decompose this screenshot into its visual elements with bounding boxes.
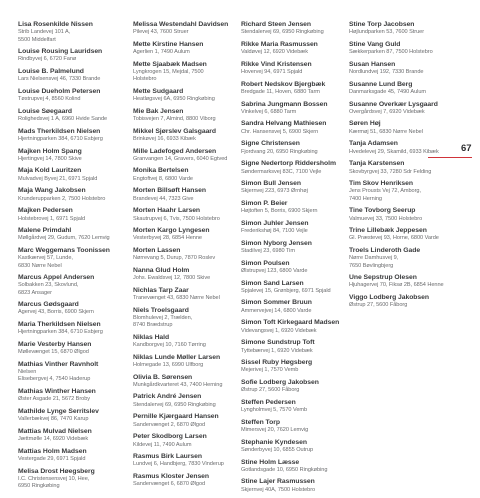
entry-name: Louise Søegaard xyxy=(18,107,73,115)
entry-name: Simon P. Beier xyxy=(241,200,288,208)
entry-name: Tanja Karstensen xyxy=(349,160,405,168)
entry-address: Rolighedsvej 1 A, 6960 Hvide Sande xyxy=(18,116,108,123)
entry-name: Robert Nedskov Bjergbæk xyxy=(241,80,326,88)
entry-address: Stendalervej 69, 6950 Ringkøbing xyxy=(133,401,216,408)
entry-address: Nørre Damhusvej 9, xyxy=(349,255,399,262)
directory-entry xyxy=(241,240,349,256)
directory-entry xyxy=(241,61,349,77)
entry-address: Stadilvej 23, 6980 Tim xyxy=(241,248,295,255)
directory-entry xyxy=(241,459,349,475)
directory-entry xyxy=(18,48,126,64)
directory-entry xyxy=(133,148,241,164)
directory-column-1 xyxy=(18,21,126,495)
entry-name: Sandra Helvang Mathiesen xyxy=(241,120,327,128)
entry-name: Niklas Hald xyxy=(133,333,170,341)
entry-address: Hjertningparken 384, 6710 Esbjerg xyxy=(18,329,103,336)
directory-entry xyxy=(241,101,349,117)
entry-name: Maria Therkildsen Nielsen xyxy=(18,321,101,329)
entry-name: Louise Rousing Lauridsen xyxy=(18,48,103,56)
directory-entry xyxy=(133,453,241,469)
directory-entry xyxy=(241,359,349,375)
entry-name: Troels Linderoth Gade xyxy=(349,247,421,254)
directory-entry xyxy=(241,41,349,57)
directory-entry xyxy=(18,388,126,404)
directory-entry xyxy=(241,21,349,37)
entry-address: Østrup 27, 5600 Fåborg xyxy=(241,387,300,394)
entry-name: Morten Kargo Lyngesen xyxy=(133,227,210,235)
directory-entry xyxy=(18,128,126,144)
entry-name: Mette Sjaabæk Madsen xyxy=(133,60,207,68)
entry-address: Hvedelevej 29, Skamild, 6933 Kibæk xyxy=(349,148,439,155)
entry-address: 6830 Nørre Nebel xyxy=(18,262,62,269)
entry-address: Ølstrupvej 123, 6800 Varde xyxy=(241,267,308,274)
entry-address: Hjuhagervej 70, Fiksø 2B, 6854 Henne xyxy=(349,282,444,289)
entry-address: Skautrupvej 6, Tvis, 7500 Holstebro xyxy=(133,215,220,222)
entry-name: Marie Vesterby Hansen xyxy=(18,340,92,348)
entry-name: Simon Poulsen xyxy=(241,259,290,267)
directory-entry xyxy=(18,468,126,491)
entry-name: Søren Høj xyxy=(349,120,381,128)
entry-name: Tanja Adamsen xyxy=(349,140,398,148)
directory-entry xyxy=(18,21,126,44)
entry-name: Une Sepstrup Olesen xyxy=(349,274,417,282)
entry-address: Tobisvejen 7, Almind, 8800 Viborg xyxy=(133,116,216,123)
directory-entry xyxy=(349,81,457,97)
directory-entry xyxy=(133,88,241,104)
entry-name: Tim Skov Henriksen xyxy=(349,180,413,188)
directory-entry xyxy=(133,227,241,243)
directory-column-4 xyxy=(349,21,457,314)
entry-address: Gl. Præstevej 93, Horne, 6800 Varde xyxy=(349,235,439,242)
entry-address: Frederikshøj 84, 7100 Vejle xyxy=(241,228,308,235)
entry-name: Maja Wang Jakobsen xyxy=(18,187,86,195)
directory-entry xyxy=(18,167,126,183)
directory-entry xyxy=(18,341,126,357)
directory-entry xyxy=(241,478,349,494)
entry-address: Holstebro xyxy=(133,76,157,83)
directory-entry xyxy=(133,247,241,263)
entry-name: Simon Nyborg Jensen xyxy=(241,239,312,247)
entry-address: Jens Prousts Vej 72, Amborg, xyxy=(349,188,421,195)
directory-entry xyxy=(18,227,126,243)
directory-entry xyxy=(349,207,457,223)
entry-address: Agerlien 1, 7490 Aulum xyxy=(133,49,190,56)
entry-address: Hjertingvej 14, 7800 Skive xyxy=(18,155,82,162)
entry-name: Mette Kirstine Hansen xyxy=(133,40,204,48)
entry-address: Østrup 27, 5600 Fåborg xyxy=(349,302,408,309)
entry-address: Tranevænget 43, 6830 Nørre Nebel xyxy=(133,295,220,302)
entry-name: Simon Toft Kirkegaard Madsen xyxy=(241,319,340,327)
directory-entry xyxy=(241,439,349,455)
directory-entry xyxy=(241,419,349,435)
directory-entry xyxy=(18,274,126,297)
entry-name: Niklas Lunde Møller Larsen xyxy=(133,353,221,361)
directory-column-3 xyxy=(241,21,349,498)
entry-name: Simon Bull Jensen xyxy=(241,180,301,188)
entry-address: Rindbyvej 6, 6720 Fanø xyxy=(18,56,77,63)
entry-name: Nanna Glud Holm xyxy=(133,266,190,274)
directory-entry xyxy=(241,120,349,136)
entry-name: Pernille Kjærgaard Hansen xyxy=(133,413,219,421)
entry-name: Mikkel Sjørslev Galsgaard xyxy=(133,127,216,135)
entry-address: I.C. Christensensvej 10, Hee, xyxy=(18,475,90,482)
entry-address: Skjernvej 40A, 7500 Holstebro xyxy=(241,486,316,493)
entry-name: Stine Lajer Rasmussen xyxy=(241,478,315,486)
entry-name: Niels Troelsgaard xyxy=(133,306,189,314)
entry-name: Mathilde Lynge Serritslev xyxy=(18,407,99,415)
entry-name: Marc Weggemans Toonissen xyxy=(18,247,110,254)
entry-address: Valdøvej 12, 6920 Videbæk xyxy=(241,49,308,56)
directory-entry xyxy=(241,260,349,276)
entry-address: Pilevej 43, 7600 Struer xyxy=(133,29,189,36)
directory-entry xyxy=(133,287,241,303)
directory-entry xyxy=(241,339,349,355)
directory-entry xyxy=(349,294,457,310)
entry-name: Susanne Lund Berg xyxy=(349,80,413,88)
entry-name: Susanne Overkær Lysgaard xyxy=(349,100,438,108)
entry-address: Vesterbyvej 28, 6854 Henne xyxy=(133,235,202,242)
directory-entry xyxy=(18,187,126,203)
entry-address: Hovervej 94, 6971 Spjald xyxy=(241,69,303,76)
entry-address: 5500 Middelfart xyxy=(18,36,56,43)
directory-entry xyxy=(349,120,457,136)
entry-address: Sønderbyvej 10, 6855 Outrup xyxy=(241,447,314,453)
directory-entry xyxy=(349,101,457,117)
entry-address: 8740 Brædstrup xyxy=(133,322,173,329)
directory-entry xyxy=(349,160,457,176)
entry-address: Brandevej 44, 7323 Give xyxy=(133,195,194,202)
directory-entry xyxy=(133,267,241,283)
entry-address: Krunderupparken 2, 7500 Holstebro xyxy=(18,195,106,202)
entry-name: Richard Steen Jensen xyxy=(241,21,312,28)
entry-address: Øster Asgade 21, 5672 Broby xyxy=(18,396,91,403)
entry-address: Brinkøvej 16, 6933 Kibæk xyxy=(133,135,196,142)
directory-entry xyxy=(18,207,126,223)
entry-address: 7400 Herning xyxy=(349,195,382,202)
directory-entry xyxy=(241,200,349,216)
entry-address: Møllgårdvej 29, Gudum, 7620 Lemvig xyxy=(18,235,110,242)
entry-address: Lyngkrogen 15, Mejdal, 7500 xyxy=(133,69,204,76)
directory-entry xyxy=(241,399,349,415)
entry-address: Valmuevej 33, 7500 Holstebro xyxy=(349,215,423,222)
entry-name: Olivia B. Sørensen xyxy=(133,373,193,381)
directory-entry xyxy=(18,68,126,84)
entry-name: Susan Hansen xyxy=(349,60,396,68)
directory-entry xyxy=(133,393,241,409)
directory-entry xyxy=(349,21,457,37)
entry-name: Sofie Lodberg Jakobsen xyxy=(241,379,319,387)
entry-name: Morten Billsøft Hansen xyxy=(133,187,206,195)
entry-address: Overgårdsvej 7, 6920 Videbæk xyxy=(349,108,425,115)
directory-entry xyxy=(133,413,241,429)
entry-address: Nørrevang 5, Durup, 7870 Roslev xyxy=(133,255,216,262)
entry-address: Jættmølle 14, 6920 Videbæk xyxy=(18,436,89,443)
entry-name: Mie Bak Jensen xyxy=(133,107,184,115)
entry-address: Mejerivej 1, 7570 Vemb xyxy=(241,367,299,374)
entry-address: Tøstrupvej 4, 8560 Kolind xyxy=(18,96,81,103)
entry-address: Skjernvej 223, 6973 Ørnhøj xyxy=(241,188,308,195)
directory-entry xyxy=(241,319,349,335)
entry-address: Søndermarksvej 83C, 7100 Vejle xyxy=(241,168,322,175)
entry-name: Signe Christensen xyxy=(241,140,300,148)
entry-address: Hjertningparken 384, 6710 Esbjerg xyxy=(18,135,103,142)
entry-address: Fjordvang 20, 6950 Ringkøbing xyxy=(241,148,318,155)
entry-name: Marcus Appel Andersen xyxy=(18,274,95,282)
directory-entry xyxy=(18,321,126,337)
directory-entry xyxy=(133,61,241,84)
entry-name: Marcus Gødsgaard xyxy=(18,301,79,309)
entry-name: Stine Torp Jacobsen xyxy=(349,21,415,28)
entry-address: Kildevej 11, 7490 Aulum xyxy=(133,441,192,448)
entry-address: Højlundparken 53, 7600 Struer xyxy=(349,29,425,36)
directory-entry xyxy=(133,187,241,203)
directory-entry xyxy=(133,354,241,370)
entry-address: Kandborgvej 10, 7160 Tørring xyxy=(133,342,206,349)
entry-address: Bredgade 11, Hoven, 6880 Tarm xyxy=(241,88,320,95)
entry-name: Steffen Torp xyxy=(241,418,280,426)
entry-address: 7650 Bøvlingbjerg xyxy=(349,262,394,269)
entry-name: Peter Skodborg Larsen xyxy=(133,433,207,441)
directory-entry xyxy=(18,448,126,464)
directory-entry xyxy=(349,61,457,77)
directory-entry xyxy=(133,307,241,330)
entry-address: Lundvej 6, Handbjerg, 7830 Vinderup xyxy=(133,461,224,468)
entry-name: Simon Juhler Jensen xyxy=(241,219,309,227)
entry-name: Rasmus Kloster Jensen xyxy=(133,473,210,480)
entry-name: Rikke Maria Rasmussen xyxy=(241,40,318,48)
entry-address: Holstebrovej 1, 6971 Spjald xyxy=(18,215,86,222)
directory-entry xyxy=(241,379,349,395)
entry-address: Blomhulevej 2, Trælden, xyxy=(133,314,193,321)
entry-name: Morten Haahr Larsen xyxy=(133,207,201,215)
directory-column-2 xyxy=(133,21,241,493)
entry-name: Viggo Lodberg Jakobsen xyxy=(349,293,429,301)
entry-name: Rikke Vind Kristensen xyxy=(241,60,312,68)
entry-address: Solbakken 23, Skovlund, xyxy=(18,282,79,289)
entry-name: Mille Ladefoged Andersen xyxy=(133,147,217,155)
entry-name: Morten Lassen xyxy=(133,247,181,254)
entry-name: Majken Pedersen xyxy=(18,207,73,215)
entry-name: Trine Lillebæk Jeppesen xyxy=(349,227,427,235)
entry-address: Vestergade 29, 6971 Spjald xyxy=(18,455,86,462)
entry-address: Holmegade 13, 6990 Ulfborg xyxy=(133,361,204,368)
entry-address: Møllevænget 15, 6870 Ølgod xyxy=(18,349,89,356)
directory-entry xyxy=(18,108,126,124)
entry-name: Sabrina Jungmann Bossen xyxy=(241,100,328,108)
entry-address: Johs. Ewaldsvej 12, 7800 Skive xyxy=(133,275,211,282)
directory-entry xyxy=(349,274,457,290)
entry-address: Nordlundvej 192, 7330 Brande xyxy=(349,69,424,76)
entry-address: Kastkærvej 57, Lunde, xyxy=(18,255,73,262)
entry-name: Mathias Vinther Ravnholt xyxy=(18,360,99,368)
directory-entry xyxy=(241,280,349,296)
entry-name: Simon Sand Larsen xyxy=(241,279,304,287)
entry-address: Strib Landevej 101 A, xyxy=(18,29,71,36)
entry-name: Melissa Westendahl Davidsen xyxy=(133,21,229,28)
directory-entry xyxy=(18,301,126,317)
entry-name: Mattias Holm Madsen xyxy=(18,447,87,455)
page-number-underline xyxy=(428,157,472,158)
entry-address: Lyngholmvej 5, 7570 Vemb xyxy=(241,407,308,414)
entry-name: Malene Primdahl xyxy=(18,227,72,235)
directory-entry xyxy=(18,88,126,104)
directory-entry xyxy=(133,207,241,223)
directory-entry xyxy=(133,473,241,489)
entry-address: 6823 Ansager xyxy=(18,289,52,296)
entry-address: Agervej 43, Borris, 6900 Skjern xyxy=(18,309,94,316)
entry-address: Chr. Hansensvej 5, 6900 Skjern xyxy=(241,128,319,135)
directory-entry xyxy=(349,247,457,270)
entry-address: Engtoftvej 8, 6800 Varde xyxy=(133,175,193,182)
page-number: 67 xyxy=(461,143,472,154)
entry-address: Videvangsvej 1, 6920 Videbæk xyxy=(241,327,317,334)
entry-address: Mimersvej 20, 7620 Lemvig xyxy=(241,427,309,434)
entry-name: Mads Therkildsen Nielsen xyxy=(18,127,101,135)
entry-name: Mathias Winther Hansen xyxy=(18,387,96,395)
directory-entry xyxy=(241,180,349,196)
entry-address: Højtoften 5, Borris, 6900 Skjern xyxy=(241,208,318,215)
directory-entry xyxy=(241,299,349,315)
directory-entry xyxy=(133,167,241,183)
entry-address: Mulvadvej Byvej 21, 6971 Spjald xyxy=(18,175,98,182)
entry-name: Mattias Mulvad Nielsen xyxy=(18,427,92,435)
entry-address: Sandervænget 6, 6870 Ølgod xyxy=(133,481,206,488)
entry-address: Nielsen xyxy=(18,369,37,376)
directory-entry xyxy=(349,140,457,156)
entry-name: Maja Kold Lauritzen xyxy=(18,167,82,175)
entry-name: Louise B. Palmelund xyxy=(18,67,84,75)
directory-entry xyxy=(133,21,241,37)
entry-name: Stine Holm Læsse xyxy=(241,458,300,466)
directory-entry xyxy=(18,361,126,384)
entry-name: Simon Sommer Bruun xyxy=(241,299,312,307)
entry-address: Gotlandsgade 10, 6950 Ringkøbing xyxy=(241,466,328,473)
entry-address: Stendalervej 69, 6950 Ringkøbing xyxy=(241,29,324,36)
entry-address: Sækkerparken 87, 7500 Holstebro xyxy=(349,49,433,56)
entry-name: Mette Sudgaard xyxy=(133,87,184,95)
entry-address: Granvangen 14, Gravers, 6040 Egtved xyxy=(133,155,228,162)
entry-name: Stephanie Kyndesen xyxy=(241,438,307,446)
entry-name: Nichlas Tarp Zaar xyxy=(133,286,189,294)
entry-address: Vinkelvej 6, 6880 Tarm xyxy=(241,108,297,115)
entry-name: Steffen Pedersen xyxy=(241,398,296,406)
entry-address: Skovbyrgvej 33, 7280 Sdr Felding xyxy=(349,168,432,175)
entry-name: Lisa Rosenkilde Nissen xyxy=(18,21,93,28)
entry-address: Sandervænget 2, 6870 Ølgod xyxy=(133,421,206,428)
directory-entry xyxy=(133,128,241,144)
entry-address: Heatløgsvej 6A, 6950 Ringkøbing xyxy=(133,96,215,103)
directory-entry xyxy=(133,41,241,57)
entry-address: Vallerbækvej 86, 7470 Karup xyxy=(18,416,89,423)
entry-name: Majken Holm Spang xyxy=(18,147,82,155)
entry-name: Stine Vang Guld xyxy=(349,40,401,48)
entry-address: Spjalevej 15, Grønbjerg, 6971 Spjald xyxy=(241,287,331,294)
directory-entry xyxy=(133,108,241,124)
entry-address: Ammervejvej 14, 6800 Varde xyxy=(241,307,312,314)
entry-address: Munkgårdkvarteret 43, 7400 Herning xyxy=(133,381,223,388)
entry-address: Danmarksgade 45, 7490 Aulum xyxy=(349,88,427,95)
directory-entry xyxy=(241,160,349,176)
directory-entry xyxy=(241,220,349,236)
entry-name: Simone Sundstrup Toft xyxy=(241,339,315,347)
directory-entry xyxy=(18,247,126,270)
directory-entry xyxy=(241,81,349,97)
directory-entry xyxy=(18,148,126,164)
entry-address: Lars Nielsensvej 46, 7330 Brande xyxy=(18,76,101,83)
directory-entry xyxy=(133,374,241,390)
entry-name: Louise Dueholm Petersen xyxy=(18,87,101,95)
directory-entry xyxy=(349,180,457,203)
entry-name: Melisa Drost Høegsberg xyxy=(18,467,95,475)
entry-name: Sissel Ruby Høgsberg xyxy=(241,359,313,367)
directory-entry xyxy=(349,41,457,57)
entry-address: Elisebergvej 4, 7540 Haderup xyxy=(18,376,91,383)
directory-entry xyxy=(18,428,126,444)
entry-address: Tyttebærvej 1, 6920 Videbæk xyxy=(241,347,313,354)
entry-name: Monika Bertelsen xyxy=(133,167,189,175)
directory-entry xyxy=(241,140,349,156)
directory-entry xyxy=(133,433,241,449)
directory-entry xyxy=(133,334,241,350)
entry-name: Rasmus Birk Laursen xyxy=(133,453,202,461)
entry-name: Tine Tovborg Seerup xyxy=(349,207,416,215)
entry-address: 6950 Ringkøbing xyxy=(18,483,60,490)
entry-name: Patrick André Jensen xyxy=(133,393,202,401)
entry-name: Signe Nedertorp Riddersholm xyxy=(241,160,336,168)
entry-address: Kærmøj 51, 6830 Nørre Nebel xyxy=(349,128,423,135)
directory-entry xyxy=(349,227,457,243)
directory-entry xyxy=(18,408,126,424)
